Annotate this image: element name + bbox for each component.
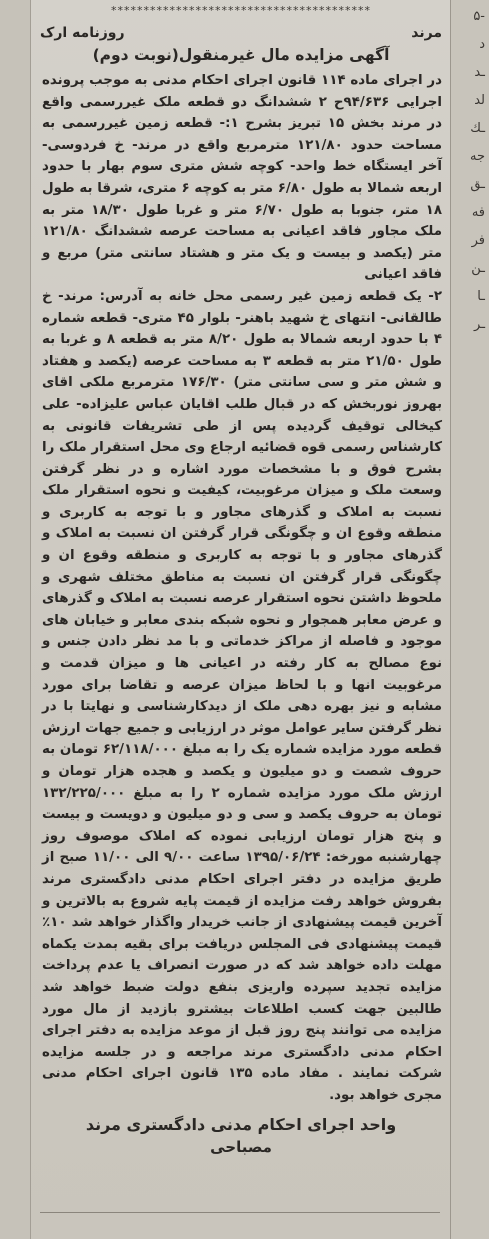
adjacent-column-fragment: ـا [477, 289, 485, 304]
notice-body [32, 70, 450, 1107]
auction-notice [32, 0, 450, 1239]
adjacent-column-fragment: ـن [471, 261, 485, 276]
adjacent-column-fragment: فه [471, 205, 485, 220]
adjacent-column-fragment: ـر [474, 317, 485, 332]
signature-office: واحد اجرای احکام مدنی دادگستری مرند [85, 1114, 397, 1134]
newspaper-name: روزنامه ارک [40, 25, 125, 41]
adjacent-column-fragment: ـق [470, 177, 485, 192]
notice-header [32, 20, 450, 44]
city-label: مرند [411, 25, 442, 41]
signature-name: مصباحی [210, 1137, 272, 1156]
adjacent-column-fragment: ـك [470, 121, 485, 136]
notice-paragraph-1: در اجرای ماده ۱۱۴ قانون اجرای احکام مدنی به موجب پرونده اجرایی ۹۴/۶۳۶ح ۲ ششدانگ دو قطعه ملک غیررسمی واقع در مرند بخش ۱۵ تبریز بشرح ۱:- قطعه زمین غیررسمی به مساحت حدود ۱۲۱/۸۰ مترمربع واقع در مرند- خ فردوسی- آخر ایستگاه خط واحد- کوچه شش متری سوم بهار با حدود اربعه شمالا به طول ۶/۸۰ متر به کوچه ۶ متری، شرقا به طول ۱۸ متر، جنوبا به طول ۶/۷۰ متر و غربا طول ۱۸/۳۰ متر به ملک مجاور فاقد اعیانی به مساحت عرصه ششدانگ ۱۲۱/۸۰ متر (یکصد و بیست و یک متر و هشتاد سانتی متر) مربع و فاقد اعیانی [42, 73, 443, 283]
notice-paragraph-2: ۲- یک قطعه زمین غیر رسمی محل خانه به آدرس: مرند- خ طالقانی- انتهای خ شهید باهنر- بلوار ۴۵ متری- قطعه شماره ۴ با حدود اربعه شمالا به طول ۸/۲۰ متر به قطعه ۸ و غربا به طول ۲۱/۵۰ متر به قطعه ۳ به مساحت عرصه (یکصد و هفتاد و شش متر و سی سانتی متر) ۱۷۶/۳۰ مترمربع ملکی اقای بهروز نوربخش که در قبال طلب اقایان عباس علیزاده- علی کیخالی توقیف گردیده پس از طی تشریفات قانونی به کارشناس رسمی قوه قضائیه ارجاع وی محل استقرار ملک را بشرح فوق و با مشخصات مورد اشاره و در نظر گرفتن وسعت ملک و میزان مرغوبیت، کیفیت و نحوه استقرار ملک نسبت به املاک و گذرهای مجاور و با توجه به کاربری و منطقه وقوع ان و چگونگی قرار گرفتن ان نسبت به املاک و گذرهای مجاور و با توجه به کاربری و منطقه وقوع ان و چگونگی قرار گرفتن ان نسبت به مناطق مختلف شهری و ملحوظ داشتن نحوه استقرار عرصه نسبت به املاک و گذرهای و عرض معابر همجوار و نحوه شبکه بندی معابر و خیابان های موجود و فاصله از مراکز خدماتی و با مد نظر دادن جنس و نوع مصالح به کار رفته در اعیانی ها و میزان قدمت و مرغوبیت انها و با لحاظ میزان عرصه و تقاضا برای مورد مشابه و نیز بهره دهی ملک از دیدکارشناسی و نهایتا با در نظر گرفتن سایر عوامل موثر در ارزیابی و جمیع جهات ارزش قطعه مورد مزایده شماره یک را به مبلغ ۶۲/۱۱۸/۰۰۰ تومان به حروف شصت و دو میلیون و یکصد و هجده هزار تومان و ارزش ملک مورد مزایده شماره ۲ را به مبلغ ۱۳۲/۲۲۵/۰۰۰ تومان به حروف یکصد و سی و دو میلیون و دویست و بیست و پنج هزار تومان ارزیابی نموده که املاک موصوف روز چهارشنبه مورخه: ۱۳۹۵/۰۶/۲۴ ساعت ۹/۰۰ الی ۱۱/۰۰ صبح از طریق مزایده در دفتر اجرای احکام مدنی دادگستری مرند بفروش خواهد رفت مزایده از قیمت پایه شروع به بالاترین و آخرین قیمت پیشنهادی از جانب خریدار واگذار خواهد شد ۱۰٪ قیمت پیشنهادی فی المجلس دریافت برای بقیه بمدت یکماه مهلت داده خواهد شد که در صورت انصراف یا عدم پرداخت مزایده تجدید سپرده واریزی بنفع دولت ضبط خواهد شد طالبین جهت کسب اطلاعات بیشترو بازدید از مال مورد مزایده می توانند پنج روز قبل از موعد مزایده به دفتر اجرای احکام مدنی دادگستری مرند مراجعه و در جلسه مزایده شرکت نمایند . مفاد ماده ۱۳۵ قانون اجرای احکام مدنی مجری خواهد بود. [42, 288, 443, 1103]
adjacent-column-fragment: فر [471, 233, 485, 248]
adjacent-column-fragment: لد [474, 93, 485, 108]
notice-title: آگهی مزایده مال غیرمنقول(نوبت دوم) [92, 46, 390, 64]
star-divider: **************************************** [111, 4, 371, 17]
adjacent-column-fragment: -۵ [473, 9, 485, 24]
bottom-divider [40, 1212, 440, 1213]
adjacent-column-fragment: ـد [474, 65, 485, 80]
adjacent-column-fragment: د [479, 37, 485, 52]
adjacent-column-fragment: جه [469, 149, 485, 164]
adjacent-column-left [0, 0, 31, 1239]
adjacent-column-right [450, 0, 489, 1239]
